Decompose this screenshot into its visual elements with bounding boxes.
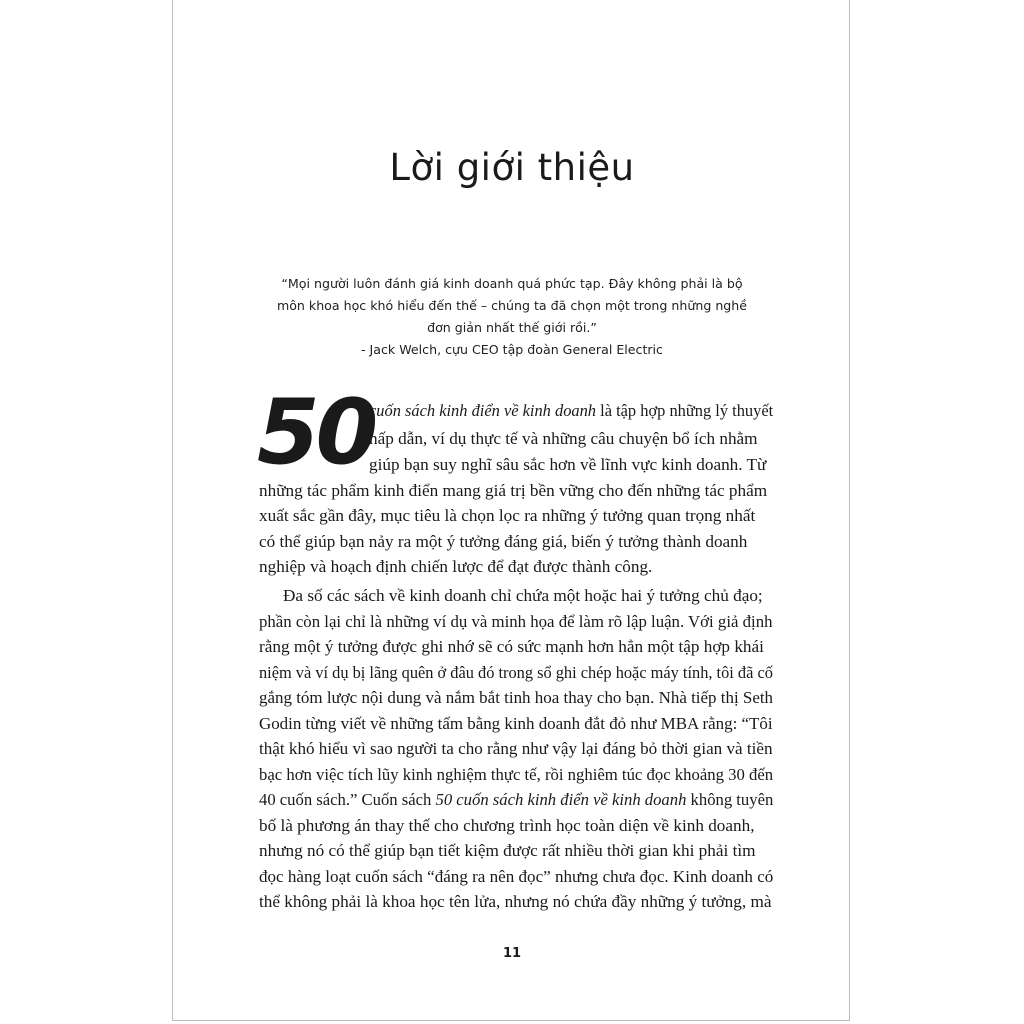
book-title-italic: cuốn sách kinh điển về kinh doanh [369,401,597,420]
text-span: 40 cuốn sách.” Cuốn sách [259,790,436,809]
paragraph-line: rằng một ý tưởng được ghi nhớ sẽ có sức mạnh hơn hẳn một tập hợp khái [259,637,764,656]
text-span: là tập hợp những lý thuyết [596,401,774,420]
epigraph-attribution: - Jack Welch, cựu CEO tập đoàn General Electric [361,342,663,357]
paragraph-line: niệm và ví dụ bị lãng quên ở đâu đó trong sổ ghi chép hoặc máy tính, tôi đã cố [259,663,773,682]
book-title-italic: 50 cuốn sách kinh điển về kinh doanh [435,790,687,809]
drop-cap: 50 [257,380,375,485]
paragraph-line: nhưng nó có thể giúp bạn tiết kiệm được rất nhiều thời gian khi phải tìm [259,841,756,860]
epigraph-quote [243,273,781,339]
paragraph-line: gắng tóm lược nội dung và nắm bắt tinh hoa thay cho bạn. Nhà tiếp thị Seth [259,688,774,707]
chapter-title: Lời giới thiệu [389,146,635,189]
paragraph-line: bạc hơn việc tích lũy kinh nghiệm thực tế, rồi nghiêm túc đọc khoảng 30 đến [259,765,774,784]
text-span: không tuyên [686,790,774,809]
epigraph-line: môn khoa học khó hiểu đến thế – chúng ta đã chọn một trong những nghề [276,298,748,313]
paragraph-line: thật khó hiểu vì sao người ta cho rằng như vậy lại đáng bỏ thời gian và tiền [259,739,773,758]
paragraph-line: hấp dẫn, ví dụ thực tế và những câu chuyện bổ ích nhằm [369,429,758,448]
paragraph-line: Đa số các sách về kinh doanh chỉ chứa một hoặc hai ý tưởng chủ đạo; [283,586,763,605]
paragraph-line [369,401,773,421]
paragraph-line: bố là phương án thay thế cho chương trình học toàn diện về kinh doanh, [259,816,755,835]
paragraph-line: giúp bạn suy nghĩ sâu sắc hơn về lĩnh vực kinh doanh. Từ [369,455,767,474]
book-page [172,0,850,1021]
page-number: 11 [502,946,522,961]
paragraph-line: phần còn lại chỉ là những ví dụ và minh họa để làm rõ lập luận. Với giả định [259,612,773,631]
paragraph-line: thể không phải là khoa học tên lửa, nhưng nó chứa đầy những ý tưởng, mà [259,892,772,911]
epigraph-line: “Mọi người luôn đánh giá kinh doanh quá phức tạp. Đây không phải là bộ [281,276,743,291]
paragraph-line: có thể giúp bạn nảy ra một ý tưởng đáng giá, biến ý tưởng thành doanh [259,532,748,551]
paragraph-line: nghiệp và hoạch định chiến lược để đạt được thành công. [259,557,653,576]
paragraph-line [259,790,773,810]
paragraph-line: đọc hàng loạt cuốn sách “đáng ra nên đọc” nhưng chưa đọc. Kinh doanh có [259,867,774,886]
paragraph-line: những tác phẩm kinh điển mang giá trị bền vững cho đến những tác phẩm [259,481,768,500]
paragraph-line: xuất sắc gần đây, mục tiêu là chọn lọc ra những ý tưởng quan trọng nhất [259,506,756,525]
epigraph-line: đơn giản nhất thế giới rồi.” [427,320,597,335]
paragraph-line: Godin từng viết về những tấm bằng kinh doanh đắt đỏ như MBA rằng: “Tôi [259,714,773,733]
